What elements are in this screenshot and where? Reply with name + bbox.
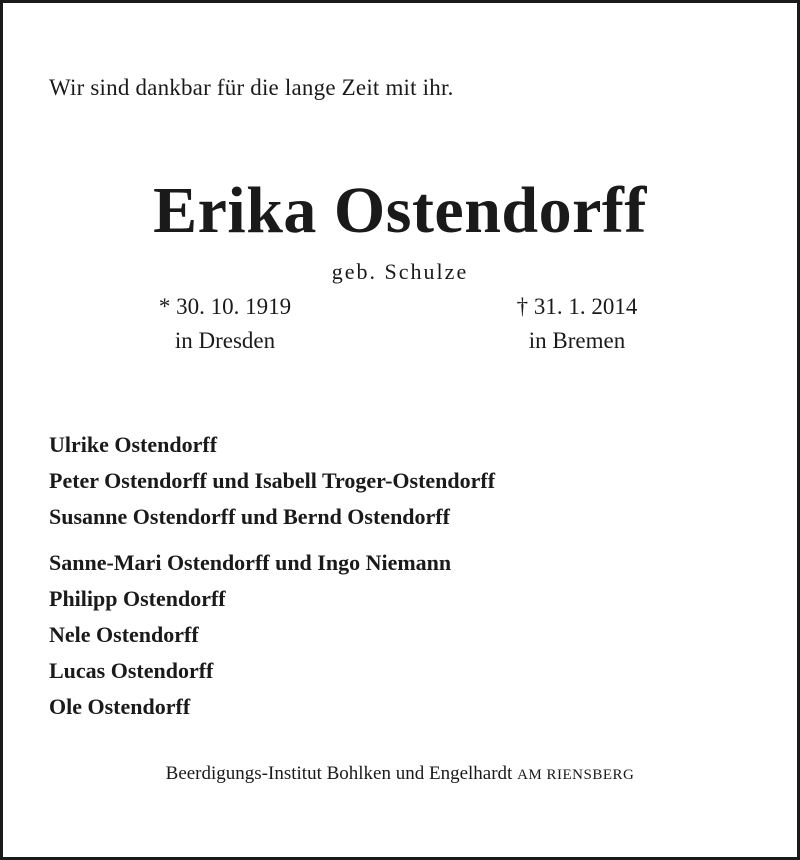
- undertaker-name: Beerdigungs-Institut Bohlken und Engelhardt: [165, 763, 513, 784]
- mourner-name: Nele Ostendorff: [49, 622, 199, 647]
- mourner-name: Sanne-Mari Ostendorff und Ingo Niemann: [49, 550, 452, 575]
- mourner-name: Ole Ostendorff: [49, 694, 191, 719]
- mourners-list: [49, 427, 495, 725]
- birth-place: in Dresden: [174, 328, 276, 353]
- birth-date: * 30. 10. 1919: [158, 294, 292, 319]
- mourner-name: Susanne Ostendorff und Bernd Ostendorff: [49, 504, 450, 529]
- death-place: in Bremen: [528, 328, 626, 353]
- mourner-name: Peter Ostendorff und Isabell Troger-Ostendorff: [49, 468, 496, 493]
- birth-info: [95, 290, 355, 358]
- mourner-name: Philipp Ostendorff: [49, 586, 226, 611]
- maiden-name: geb. Schulze: [331, 259, 469, 284]
- mourner-group-children: [49, 427, 495, 535]
- mourner-group-grandchildren: [49, 545, 495, 725]
- mourner-name: Lucas Ostendorff: [49, 658, 214, 683]
- intro-line: Wir sind dankbar für die lange Zeit mit ihr.: [49, 75, 454, 100]
- deceased-name: Erika Ostendorff: [153, 174, 647, 247]
- death-date: † 31. 1. 2014: [516, 294, 638, 319]
- undertaker-line: [3, 763, 797, 785]
- undertaker-location: AM RIENSBERG: [517, 767, 635, 783]
- death-info: [447, 290, 707, 358]
- mourner-name: Ulrike Ostendorff: [49, 432, 218, 457]
